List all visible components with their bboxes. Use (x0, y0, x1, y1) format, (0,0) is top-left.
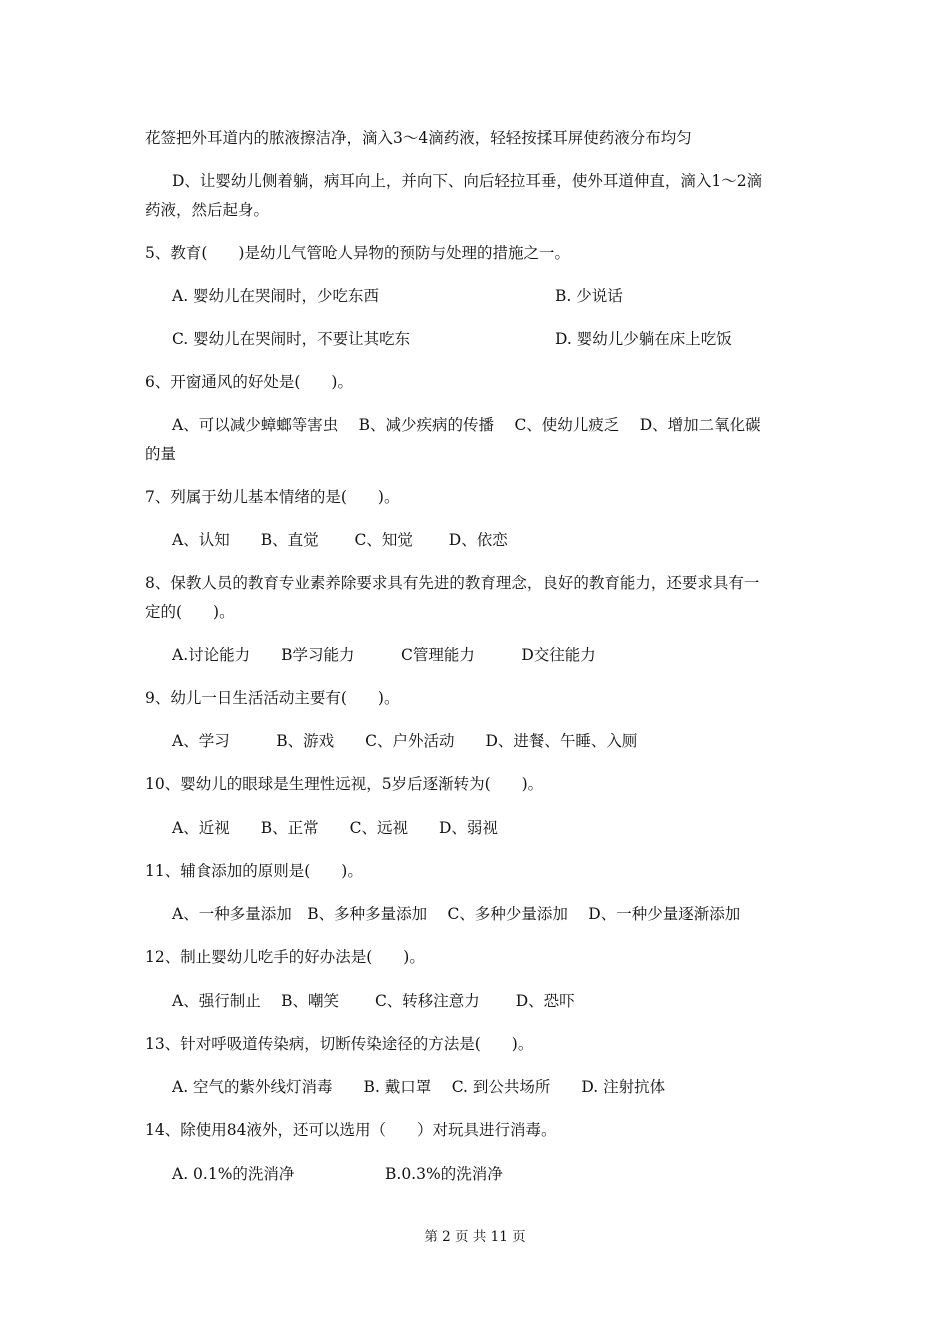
question-11: 11、辅食添加的原则是( )。 (145, 862, 363, 880)
q5-option-d: D. 婴幼儿少躺在床上吃饭 (555, 330, 732, 348)
q5-option-c: C. 婴幼儿在哭闹时，不要让其吃东 (172, 330, 411, 348)
question-13: 13、针对呼吸道传染病，切断传染途径的方法是( )。 (145, 1035, 534, 1053)
question-5: 5、教育( )是幼儿气管呛人异物的预防与处理的措施之一。 (145, 244, 570, 262)
q8-options: A.讨论能力 B学习能力 C管理能力 D交往能力 (172, 646, 596, 664)
question-12: 12、制止婴幼儿吃手的好办法是( )。 (145, 948, 425, 966)
question-7: 7、列属于幼儿基本情绪的是( )。 (145, 488, 400, 506)
page-footer: 第 2 页 共 11 页 (424, 1229, 526, 1245)
q14-option-a: A. 0.1%的洗消净 (172, 1165, 295, 1183)
question-6: 6、开窗通风的好处是( )。 (145, 373, 353, 391)
q7-options: A、认知 B、直觉 C、知觉 D、依恋 (172, 531, 508, 549)
q6-options-line1: A、可以减少蟑螂等害虫 B、减少疾病的传播 C、使幼儿疲乏 D、增加二氧化碳 (172, 416, 761, 434)
question-9: 9、幼儿一日生活活动主要有( )。 (145, 689, 400, 707)
q9-options: A、学习 B、游戏 C、户外活动 D、进餐、午睡、入厕 (172, 732, 638, 750)
q11-options: A、一种多量添加 B、多种多量添加 C、多种少量添加 D、一种少量逐渐添加 (172, 905, 741, 923)
q4-option-d-line2: 药液，然后起身。 (145, 201, 270, 219)
q4-option-d-line1: D、让婴幼儿侧着躺，病耳向上，并向下、向后轻拉耳垂，使外耳道伸直，滴入1～2滴 (172, 172, 763, 190)
question-8-line2: 定的( )。 (145, 603, 235, 621)
q5-option-b: B. 少说话 (555, 287, 623, 305)
q6-options-line2: 的量 (145, 445, 177, 463)
q5-option-a: A. 婴幼儿在哭闹时，少吃东西 (172, 287, 380, 305)
question-10: 10、婴幼儿的眼球是生理性远视，5岁后逐渐转为( )。 (145, 775, 544, 793)
q10-options: A、近视 B、正常 C、远视 D、弱视 (172, 819, 498, 837)
q12-options: A、强行制止 B、嘲笑 C、转移注意力 D、恐吓 (172, 992, 575, 1010)
question-14: 14、除使用84液外，还可以选用（ ）对玩具进行消毒。 (145, 1121, 557, 1139)
text-line-continuation: 花签把外耳道内的脓液擦洁净，滴入3～4滴药液，轻轻按揉耳屏使药液分布均匀 (145, 129, 692, 147)
q13-options: A. 空气的紫外线灯消毒 B. 戴口罩 C. 到公共场所 D. 注射抗体 (172, 1078, 666, 1096)
q14-option-b: B.0.3%的洗消净 (385, 1165, 503, 1183)
question-8-line1: 8、保教人员的教育专业素养除要求具有先进的教育理念，良好的教育能力，还要求具有一 (145, 574, 760, 592)
